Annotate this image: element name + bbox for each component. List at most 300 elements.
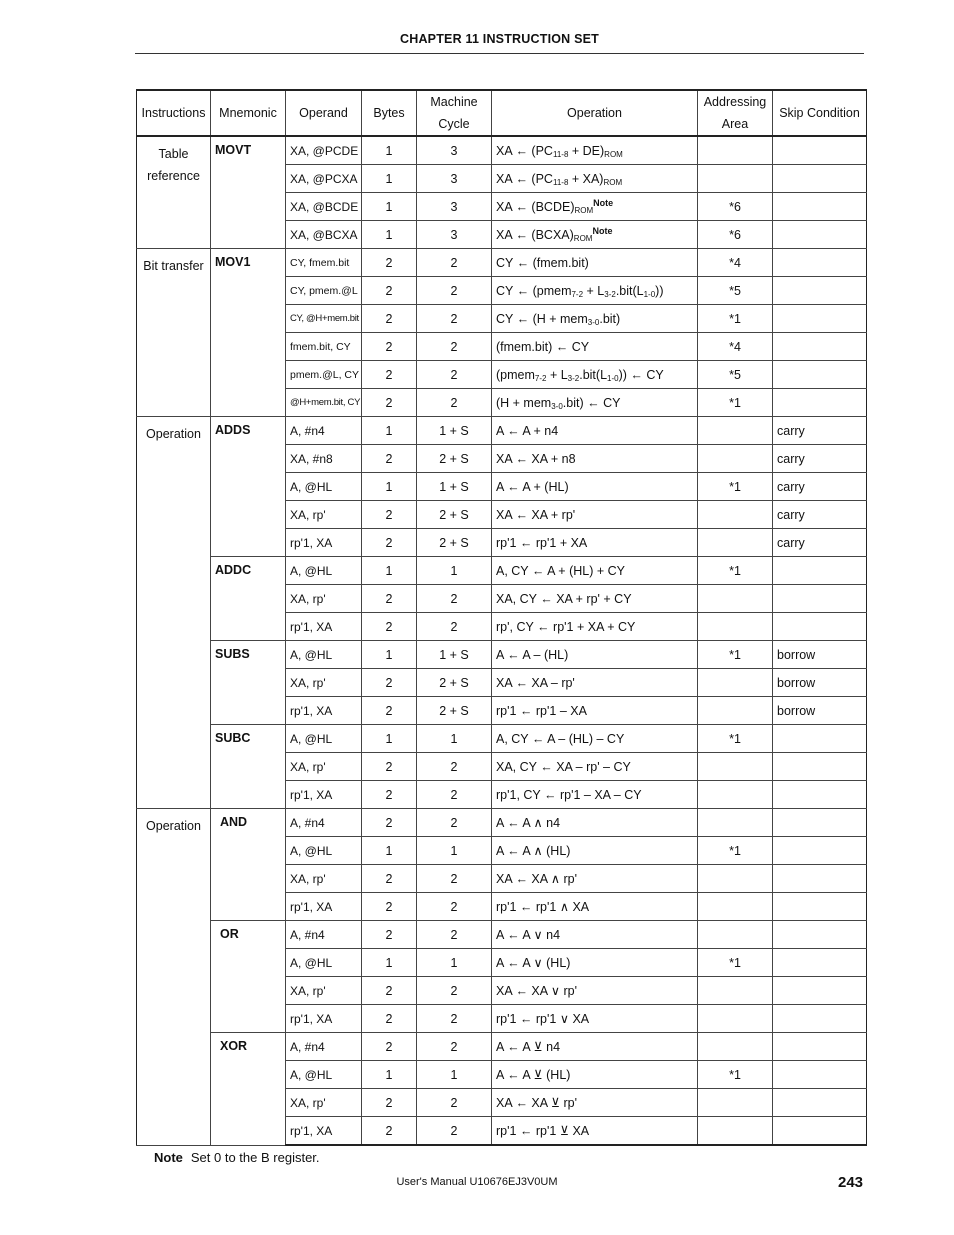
machine-cycle-cell: 2 + S	[417, 669, 492, 697]
operation-text: rp', CY ← rp'1 + XA + CY	[496, 619, 636, 634]
skip-condition-cell	[773, 837, 867, 865]
operand-cell: XA, #n8	[286, 445, 362, 473]
bytes-cell: 2	[362, 361, 417, 389]
operation-text: A, CY ← A – (HL) – CY	[496, 731, 625, 746]
skip-condition-cell: borrow	[773, 669, 867, 697]
addressing-area-cell	[698, 136, 773, 165]
addressing-area-cell: *1	[698, 389, 773, 417]
machine-cycle-cell: 2	[417, 893, 492, 921]
machine-cycle-cell: 2	[417, 389, 492, 417]
operation-cell	[492, 1033, 698, 1061]
addressing-area-cell: *5	[698, 361, 773, 389]
operation-subscript: 3-0	[587, 317, 600, 327]
header-operand: Operand	[286, 90, 362, 136]
machine-cycle-cell: 3	[417, 136, 492, 165]
machine-cycle-cell: 2	[417, 1089, 492, 1117]
header-operation: Operation	[492, 90, 698, 136]
operation-text: ))	[655, 283, 664, 298]
operand-cell: A, @HL	[286, 557, 362, 585]
machine-cycle-cell: 3	[417, 221, 492, 249]
skip-condition-cell	[773, 277, 867, 305]
operation-cell	[492, 781, 698, 809]
addressing-area-cell	[698, 529, 773, 557]
operation-text: .bit(L	[579, 367, 608, 382]
operation-text: .bit)	[599, 311, 621, 326]
addressing-area-cell	[698, 585, 773, 613]
addressing-area-cell: *1	[698, 473, 773, 501]
bytes-cell: 2	[362, 921, 417, 949]
operand-cell: rp'1, XA	[286, 697, 362, 725]
bytes-cell: 1	[362, 1061, 417, 1089]
header-mnemonic: Mnemonic	[211, 90, 286, 136]
operation-text: XA ← XA ∧ rp'	[496, 871, 578, 886]
bytes-cell: 2	[362, 753, 417, 781]
operation-cell	[492, 697, 698, 725]
operation-cell	[492, 221, 698, 249]
operation-text: CY ← (pmem	[496, 283, 572, 298]
operand-cell: A, #n4	[286, 1033, 362, 1061]
operation-cell	[492, 165, 698, 193]
addressing-area-cell: *5	[698, 277, 773, 305]
operation-subscript: 1-0	[607, 373, 619, 383]
bytes-cell: 1	[362, 641, 417, 669]
operand-cell: A, @HL	[286, 641, 362, 669]
addressing-area-cell	[698, 921, 773, 949]
skip-condition-cell	[773, 221, 867, 249]
operation-subscript: 11-8	[552, 149, 569, 159]
skip-condition-cell	[773, 893, 867, 921]
machine-cycle-cell: 1 + S	[417, 641, 492, 669]
addressing-area-cell	[698, 1117, 773, 1146]
operand-cell: CY, pmem.@L	[286, 277, 362, 305]
operand-cell: XA, rp'	[286, 585, 362, 613]
addressing-area-cell: *1	[698, 1061, 773, 1089]
machine-cycle-cell: 2	[417, 921, 492, 949]
operation-text: CY ← (H + mem	[496, 311, 588, 326]
operation-text: )) ← CY	[618, 367, 664, 382]
addressing-area-cell: *6	[698, 221, 773, 249]
mnemonic-cell: MOVT	[211, 136, 286, 249]
bytes-cell: 2	[362, 697, 417, 725]
operation-text: CY ← (fmem.bit)	[496, 255, 589, 270]
addressing-area-cell: *4	[698, 249, 773, 277]
bytes-cell: 1	[362, 837, 417, 865]
operation-subscript: 3-0	[551, 401, 563, 411]
operation-text: A ← A ∨ n4	[496, 927, 561, 942]
skip-condition-cell	[773, 1061, 867, 1089]
bytes-cell: 2	[362, 501, 417, 529]
skip-condition-cell	[773, 165, 867, 193]
addressing-area-cell: *6	[698, 193, 773, 221]
machine-cycle-cell: 2	[417, 977, 492, 1005]
skip-condition-cell	[773, 193, 867, 221]
operand-cell: A, @HL	[286, 949, 362, 977]
bytes-cell: 2	[362, 529, 417, 557]
addressing-area-cell: *4	[698, 333, 773, 361]
machine-cycle-cell: 2	[417, 361, 492, 389]
operand-cell: XA, @PCXA	[286, 165, 362, 193]
mnemonic-cell: AND	[211, 809, 286, 921]
addressing-area-cell	[698, 893, 773, 921]
mnemonic-cell: ADDS	[211, 417, 286, 557]
footnote	[154, 1150, 320, 1165]
bytes-cell: 2	[362, 1089, 417, 1117]
instruction-group-cell: Operation	[137, 417, 211, 809]
bytes-cell: 1	[362, 136, 417, 165]
addressing-area-cell: *1	[698, 305, 773, 333]
machine-cycle-cell: 2	[417, 585, 492, 613]
operation-text: A ← A ∧ (HL)	[496, 843, 571, 858]
machine-cycle-cell: 2	[417, 249, 492, 277]
operation-text: A ← A ⊻ (HL)	[496, 1067, 571, 1082]
operation-text: rp'1 ← rp'1 ∧ XA	[496, 899, 590, 914]
header-instructions: Instructions	[137, 90, 211, 136]
operation-cell	[492, 669, 698, 697]
operation-text: + L	[583, 283, 605, 298]
bytes-cell: 2	[362, 1117, 417, 1146]
addressing-area-cell	[698, 445, 773, 473]
operation-subscript: ROM	[573, 233, 593, 243]
operation-text: rp'1, CY ← rp'1 – XA – CY	[496, 787, 642, 802]
skip-condition-cell	[773, 613, 867, 641]
header-addressing-area-line1: Addressing	[703, 95, 767, 109]
mnemonic-cell: SUBC	[211, 725, 286, 809]
header-skip-condition: Skip Condition	[773, 90, 867, 136]
bytes-cell: 2	[362, 249, 417, 277]
bytes-cell: 2	[362, 445, 417, 473]
table-row	[137, 1033, 867, 1061]
bytes-cell: 1	[362, 557, 417, 585]
addressing-area-cell	[698, 781, 773, 809]
bytes-cell: 2	[362, 305, 417, 333]
operation-cell	[492, 613, 698, 641]
addressing-area-cell	[698, 1005, 773, 1033]
operand-cell: rp'1, XA	[286, 893, 362, 921]
operation-subscript: ROM	[574, 205, 594, 215]
addressing-area-cell: *1	[698, 949, 773, 977]
footnote-label: Note	[154, 1150, 183, 1165]
operand-cell: @H+mem.bit, CY	[286, 389, 362, 417]
operation-cell	[492, 277, 698, 305]
machine-cycle-cell: 2 + S	[417, 501, 492, 529]
skip-condition-cell	[773, 949, 867, 977]
operation-cell	[492, 136, 698, 165]
mnemonic-cell: ADDC	[211, 557, 286, 641]
operation-subscript: 1-0	[643, 289, 656, 299]
table-row	[137, 249, 867, 277]
addressing-area-cell: *1	[698, 837, 773, 865]
table-body	[137, 136, 867, 1145]
operand-cell: A, @HL	[286, 725, 362, 753]
machine-cycle-cell: 3	[417, 165, 492, 193]
skip-condition-cell	[773, 781, 867, 809]
operation-text: XA ← XA – rp'	[496, 675, 575, 690]
operand-cell: fmem.bit, CY	[286, 333, 362, 361]
bytes-cell: 2	[362, 585, 417, 613]
operation-cell	[492, 977, 698, 1005]
skip-condition-cell	[773, 1089, 867, 1117]
instruction-group-cell: Operation	[137, 809, 211, 1146]
operation-text: XA, CY ← XA + rp' + CY	[496, 591, 632, 606]
bytes-cell: 2	[362, 893, 417, 921]
operation-text: A ← A ∨ (HL)	[496, 955, 571, 970]
operand-cell: XA, rp'	[286, 1089, 362, 1117]
operand-cell: XA, rp'	[286, 669, 362, 697]
operation-cell	[492, 193, 698, 221]
addressing-area-cell: *1	[698, 725, 773, 753]
operation-text: A ← A ∧ n4	[496, 815, 561, 830]
machine-cycle-cell: 3	[417, 193, 492, 221]
bytes-cell: 2	[362, 865, 417, 893]
operation-cell	[492, 501, 698, 529]
operand-cell: rp'1, XA	[286, 613, 362, 641]
operand-cell: A, @HL	[286, 1061, 362, 1089]
table-row	[137, 417, 867, 445]
skip-condition-cell	[773, 809, 867, 837]
instruction-group-label: Table	[158, 147, 189, 161]
table-row	[137, 136, 867, 165]
machine-cycle-cell: 2	[417, 277, 492, 305]
addressing-area-cell	[698, 501, 773, 529]
bytes-cell: 2	[362, 977, 417, 1005]
addressing-area-cell	[698, 417, 773, 445]
operation-cell	[492, 1089, 698, 1117]
table-row	[137, 557, 867, 585]
addressing-area-cell	[698, 865, 773, 893]
header-addressing-area	[698, 90, 773, 136]
instruction-group-label: reference	[147, 169, 200, 183]
skip-condition-cell	[773, 865, 867, 893]
operation-text: XA ← (BCDE)	[496, 199, 575, 214]
operation-cell	[492, 1117, 698, 1146]
operation-cell	[492, 305, 698, 333]
operation-text: XA ← XA ⊻ rp'	[496, 1095, 578, 1110]
addressing-area-cell: *1	[698, 641, 773, 669]
mnemonic-cell: MOV1	[211, 249, 286, 417]
operation-cell	[492, 921, 698, 949]
operation-text: XA, CY ← XA – rp' – CY	[496, 759, 631, 774]
bytes-cell: 2	[362, 277, 417, 305]
operation-text: rp'1 ← rp'1 + XA	[496, 535, 588, 550]
instruction-group-cell	[137, 136, 211, 249]
operation-subscript: ROM	[604, 149, 623, 159]
operation-cell	[492, 557, 698, 585]
operand-cell: A, #n4	[286, 809, 362, 837]
addressing-area-cell	[698, 613, 773, 641]
skip-condition-cell	[773, 136, 867, 165]
bytes-cell: 2	[362, 1005, 417, 1033]
machine-cycle-cell: 2	[417, 781, 492, 809]
machine-cycle-cell: 2	[417, 753, 492, 781]
machine-cycle-cell: 2 + S	[417, 445, 492, 473]
operand-cell: rp'1, XA	[286, 1005, 362, 1033]
operation-text: XA ← (PC	[496, 143, 553, 158]
bytes-cell: 1	[362, 221, 417, 249]
machine-cycle-cell: 2	[417, 305, 492, 333]
operand-cell: XA, @BCXA	[286, 221, 362, 249]
operation-text: + DE)	[568, 143, 605, 158]
addressing-area-cell: *1	[698, 557, 773, 585]
skip-condition-cell	[773, 389, 867, 417]
skip-condition-cell	[773, 305, 867, 333]
operation-text: A ← A + (HL)	[496, 479, 569, 494]
table-header-row	[137, 90, 867, 136]
operation-subscript: 7-2	[571, 289, 584, 299]
operation-cell	[492, 473, 698, 501]
instruction-table	[136, 89, 867, 1146]
machine-cycle-cell: 1	[417, 557, 492, 585]
skip-condition-cell	[773, 249, 867, 277]
table-row	[137, 809, 867, 837]
skip-condition-cell: carry	[773, 445, 867, 473]
instruction-group-cell: Bit transfer	[137, 249, 211, 417]
operation-cell	[492, 893, 698, 921]
operand-cell: A, @HL	[286, 837, 362, 865]
note-reference: Note	[593, 197, 614, 208]
page-number: 243	[838, 1174, 864, 1191]
chapter-header: CHAPTER 11 INSTRUCTION SET	[400, 32, 599, 46]
operand-cell: pmem.@L, CY	[286, 361, 362, 389]
addressing-area-cell	[698, 697, 773, 725]
skip-condition-cell	[773, 725, 867, 753]
header-bytes: Bytes	[362, 90, 417, 136]
bytes-cell: 2	[362, 389, 417, 417]
page-footer: User's Manual U10676EJ3V0UM	[396, 1176, 558, 1188]
addressing-area-cell	[698, 977, 773, 1005]
skip-condition-cell: borrow	[773, 641, 867, 669]
operation-cell	[492, 837, 698, 865]
skip-condition-cell: carry	[773, 529, 867, 557]
skip-condition-cell	[773, 977, 867, 1005]
skip-condition-cell: carry	[773, 473, 867, 501]
table-row	[137, 641, 867, 669]
header-rule	[135, 53, 864, 54]
skip-condition-cell	[773, 333, 867, 361]
header-machine-cycle-line2: Cycle	[438, 117, 470, 131]
header-machine-cycle-line1: Machine	[430, 95, 478, 109]
bytes-cell: 2	[362, 781, 417, 809]
operation-cell	[492, 585, 698, 613]
skip-condition-cell: carry	[773, 417, 867, 445]
operation-subscript: ROM	[603, 177, 623, 187]
mnemonic-cell: XOR	[211, 1033, 286, 1146]
operation-cell	[492, 445, 698, 473]
skip-condition-cell	[773, 1033, 867, 1061]
operation-text: XA ← XA + n8	[496, 451, 576, 466]
footnote-text: Set 0 to the B register.	[190, 1150, 320, 1165]
addressing-area-cell	[698, 809, 773, 837]
operand-cell: rp'1, XA	[286, 529, 362, 557]
operation-text: XA ← XA ∨ rp'	[496, 983, 578, 998]
operation-cell	[492, 725, 698, 753]
operation-cell	[492, 333, 698, 361]
bytes-cell: 1	[362, 165, 417, 193]
operand-cell: CY, @H+mem.bit	[286, 305, 362, 333]
bytes-cell: 1	[362, 949, 417, 977]
mnemonic-cell: SUBS	[211, 641, 286, 725]
operand-cell: A, @HL	[286, 473, 362, 501]
operation-cell	[492, 529, 698, 557]
skip-condition-cell: borrow	[773, 697, 867, 725]
addressing-area-cell	[698, 1089, 773, 1117]
operation-subscript: 7-2	[534, 373, 547, 383]
operand-cell: CY, fmem.bit	[286, 249, 362, 277]
machine-cycle-cell: 2 + S	[417, 697, 492, 725]
operation-text: (fmem.bit) ← CY	[496, 339, 590, 354]
operand-cell: XA, @BCDE	[286, 193, 362, 221]
operation-subscript: 11-8	[552, 177, 569, 187]
header-addressing-area-line2: Area	[721, 117, 749, 131]
operation-subscript: 3-2	[567, 373, 580, 383]
operation-text: A, CY ← A + (HL) + CY	[496, 563, 625, 578]
bytes-cell: 1	[362, 725, 417, 753]
addressing-area-cell	[698, 753, 773, 781]
bytes-cell: 2	[362, 613, 417, 641]
skip-condition-cell	[773, 557, 867, 585]
machine-cycle-cell: 2	[417, 809, 492, 837]
bytes-cell: 1	[362, 417, 417, 445]
operand-cell: XA, rp'	[286, 753, 362, 781]
machine-cycle-cell: 2	[417, 333, 492, 361]
operand-cell: XA, @PCDE	[286, 136, 362, 165]
operation-text: + L	[546, 367, 568, 382]
operand-cell: XA, rp'	[286, 501, 362, 529]
table-row	[137, 921, 867, 949]
machine-cycle-cell: 1	[417, 949, 492, 977]
operand-cell: rp'1, XA	[286, 1117, 362, 1146]
operation-text: rp'1 ← rp'1 ∨ XA	[496, 1011, 590, 1026]
machine-cycle-cell: 1 + S	[417, 417, 492, 445]
operation-text: .bit(L	[615, 283, 644, 298]
machine-cycle-cell: 2	[417, 1005, 492, 1033]
operation-cell	[492, 641, 698, 669]
machine-cycle-cell: 2	[417, 865, 492, 893]
bytes-cell: 2	[362, 333, 417, 361]
operation-text: .bit) ← CY	[562, 395, 621, 410]
skip-condition-cell	[773, 1117, 867, 1146]
operation-cell	[492, 809, 698, 837]
note-reference: Note	[592, 225, 613, 236]
operation-cell	[492, 753, 698, 781]
machine-cycle-cell: 1	[417, 725, 492, 753]
skip-condition-cell	[773, 585, 867, 613]
operation-cell	[492, 249, 698, 277]
operation-text: rp'1 ← rp'1 – XA	[496, 703, 587, 718]
operation-cell	[492, 1005, 698, 1033]
machine-cycle-cell: 1	[417, 1061, 492, 1089]
skip-condition-cell	[773, 1005, 867, 1033]
operation-text: XA ← (BCXA)	[496, 227, 574, 242]
machine-cycle-cell: 2 + S	[417, 529, 492, 557]
machine-cycle-cell: 1 + S	[417, 473, 492, 501]
operation-text: XA ← XA + rp'	[496, 507, 576, 522]
operation-cell	[492, 949, 698, 977]
operation-cell	[492, 865, 698, 893]
operation-text: (H + mem	[496, 395, 552, 410]
operation-cell	[492, 1061, 698, 1089]
operand-cell: rp'1, XA	[286, 781, 362, 809]
operation-cell	[492, 361, 698, 389]
operation-subscript: 3-2	[604, 289, 616, 299]
addressing-area-cell	[698, 1033, 773, 1061]
machine-cycle-cell: 2	[417, 1117, 492, 1146]
bytes-cell: 2	[362, 809, 417, 837]
operand-cell: XA, rp'	[286, 977, 362, 1005]
operand-cell: A, #n4	[286, 921, 362, 949]
mnemonic-cell: OR	[211, 921, 286, 1033]
operation-text: + XA)	[568, 171, 604, 186]
machine-cycle-cell: 2	[417, 613, 492, 641]
